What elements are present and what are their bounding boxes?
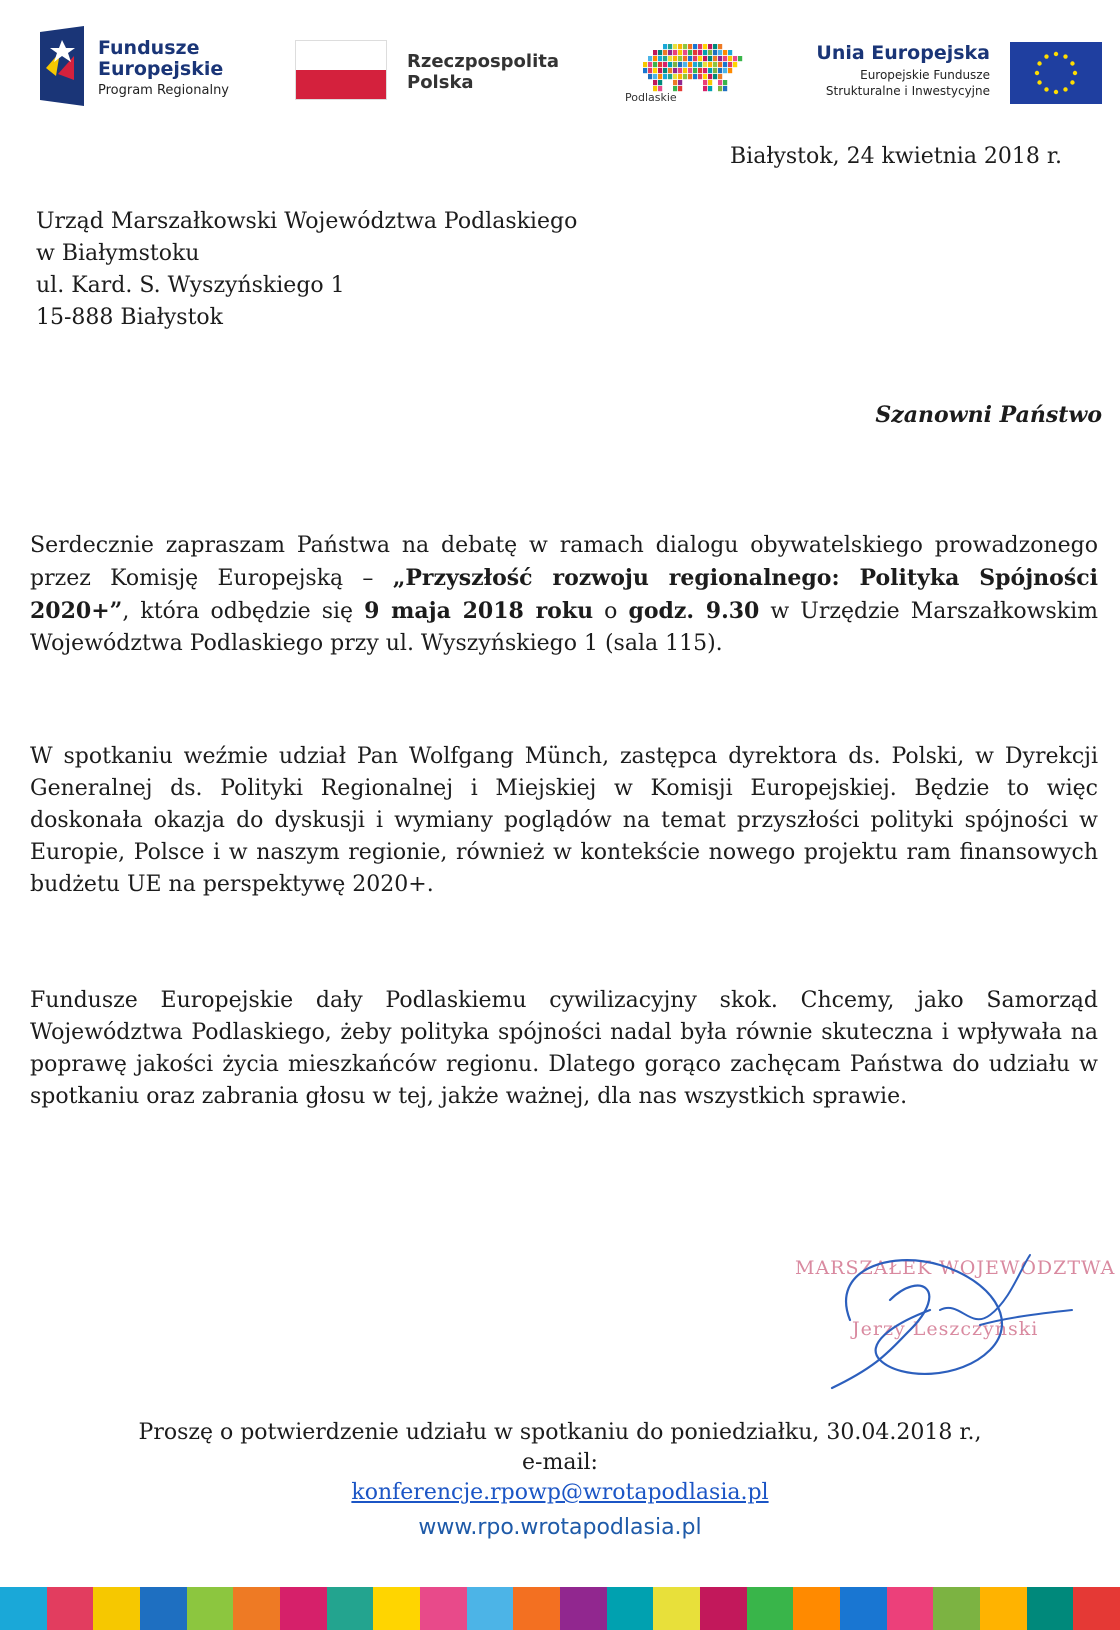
fundusze-europejskie-logo-icon xyxy=(40,26,84,106)
color-strip-segment xyxy=(607,1587,654,1630)
polish-flag-icon xyxy=(295,40,387,100)
stamp-name: Jerzy Leszczyński xyxy=(852,1318,1039,1340)
eu-star-icon xyxy=(1063,87,1067,91)
rp-logo-line2: Polska xyxy=(407,72,474,93)
eu-star-icon xyxy=(1073,71,1077,75)
p1-text: Serdecznie zapraszam Państwa na debatę w ramach dialogu obywatelskiego prowadzonego przez Komisję Europejską – xyxy=(30,533,1098,591)
address-line: Urząd Marszałkowski Województwa Podlaskiego xyxy=(36,209,578,234)
address-line: w Białymstoku xyxy=(36,241,200,266)
color-strip-segment xyxy=(467,1587,514,1630)
color-strip-segment xyxy=(233,1587,280,1630)
eu-star-icon xyxy=(1037,61,1041,65)
fundusze-europejskie-logo-text xyxy=(98,38,229,97)
fe-logo-line2: Europejskie xyxy=(98,58,224,80)
color-strip-segment xyxy=(0,1587,47,1630)
ue-logo-line1: Unia Europejska xyxy=(816,42,990,64)
rp-logo-line1: Rzeczpospolita xyxy=(407,51,559,72)
confirmation-text: Proszę o potwierdzenie udziału w spotkaniu do poniedziałku, 30.04.2018 r., xyxy=(138,1420,982,1445)
eu-star-icon xyxy=(1070,61,1074,65)
color-strip-segment xyxy=(327,1587,374,1630)
color-strip-segment xyxy=(373,1587,420,1630)
confirmation-request xyxy=(0,1418,1120,1508)
eu-star-icon xyxy=(1063,54,1067,58)
eu-star-icon xyxy=(1037,80,1041,84)
color-strip-segment xyxy=(700,1587,747,1630)
color-strip-segment xyxy=(280,1587,327,1630)
color-strip-segment xyxy=(933,1587,980,1630)
event-title: „Przyszłość rozwoju regionalnego: Polityka Spójności 2020+” xyxy=(30,565,1098,624)
closing-paragraph: Fundusze Europejskie dały Podlaskiemu cywilizacyjny skok. Chcemy, jako Samorząd Województwa Podlaskiego, żeby polityka spójności nadal była równie skuteczna i wpływała na poprawę jakości życia mieszkańców regionu. Dlatego gorąco zachęcam Państwa do udziału w spotkaniu oraz zabrania głosu w tej, jakże ważnej, dla nas wszystkich sprawie. xyxy=(30,988,1098,1109)
p1-text: w Urzędzie Marszałkowskim Województwa Podlaskiego przy ul. Wyszyńskiego 1 (sala 115). xyxy=(30,599,1098,656)
eu-star-icon xyxy=(1054,52,1058,56)
p1-text: , która odbędzie się xyxy=(122,599,365,624)
color-strip-segment xyxy=(887,1587,934,1630)
podlaskie-logo-label: Podlaskie xyxy=(625,91,677,104)
email-link[interactable]: konferencje.rpowp@wrotapodlasia.pl xyxy=(351,1480,769,1505)
speaker-paragraph: W spotkaniu weźmie udział Pan Wolfgang Münch, zastępca dyrektora ds. Polski, w Dyrekcji Generalnej ds. Polityki Regionalnej i Miejskiej w Komisji Europejskiej. Będzie to więc doskonała okazja do dyskusji i wymiany poglądów na temat przyszłości polityki spójności w Europie, Polsce i w naszym regionie, również w kontekście nowego projektu ram finansowych budżetu UE na perspektywę 2020+. xyxy=(30,744,1098,897)
handwritten-signature-icon xyxy=(820,1230,1080,1390)
color-strip-segment xyxy=(187,1587,234,1630)
fe-logo-line3: Program Regionalny xyxy=(98,83,229,98)
address-line: ul. Kard. S. Wyszyńskiego 1 xyxy=(36,273,345,298)
email-label: e-mail: xyxy=(522,1450,598,1475)
p1-text: o xyxy=(593,599,629,624)
eu-star-icon xyxy=(1035,71,1039,75)
color-strip-segment xyxy=(560,1587,607,1630)
color-strip-segment xyxy=(93,1587,140,1630)
decorative-color-strip xyxy=(0,1587,1120,1630)
color-strip-segment xyxy=(513,1587,560,1630)
color-strip-segment xyxy=(420,1587,467,1630)
ue-logo-line3: Strukturalne i Inwestycyjne xyxy=(825,84,990,98)
color-strip-segment xyxy=(747,1587,794,1630)
color-strip-segment xyxy=(840,1587,887,1630)
invitation-paragraph xyxy=(30,530,1098,660)
eu-star-icon xyxy=(1044,87,1048,91)
fe-logo-line1: Fundusze xyxy=(98,37,200,59)
color-strip-segment xyxy=(1027,1587,1074,1630)
color-strip-segment xyxy=(47,1587,94,1630)
recipient-address xyxy=(36,206,577,334)
address-line: 15-888 Białystok xyxy=(36,305,223,330)
eu-star-icon xyxy=(1070,80,1074,84)
eu-star-icon xyxy=(1044,54,1048,58)
color-strip-segment xyxy=(1073,1587,1120,1630)
event-date: 9 maja 2018 roku xyxy=(364,598,594,624)
ue-logo-line2: Europejskie Fundusze xyxy=(860,68,990,82)
unia-europejska-logo-text xyxy=(762,42,990,99)
email-line xyxy=(0,1448,1120,1508)
website-url: www.rpo.wrotapodlasia.pl xyxy=(418,1515,702,1540)
color-strip-segment xyxy=(980,1587,1027,1630)
color-strip-segment xyxy=(140,1587,187,1630)
eu-flag-icon xyxy=(1010,42,1102,104)
eu-star-icon xyxy=(1054,90,1058,94)
color-strip-segment xyxy=(653,1587,700,1630)
salutation: Szanowni Państwo xyxy=(875,402,1102,428)
stamp-title: MARSZAŁEK WOJEWÓDZTWA xyxy=(795,1257,1116,1279)
letter-date: Białystok, 24 kwietnia 2018 r. xyxy=(730,144,1063,169)
event-time: godz. 9.30 xyxy=(628,598,760,624)
color-strip-segment xyxy=(793,1587,840,1630)
rzeczpospolita-polska-logo-text xyxy=(407,51,559,93)
